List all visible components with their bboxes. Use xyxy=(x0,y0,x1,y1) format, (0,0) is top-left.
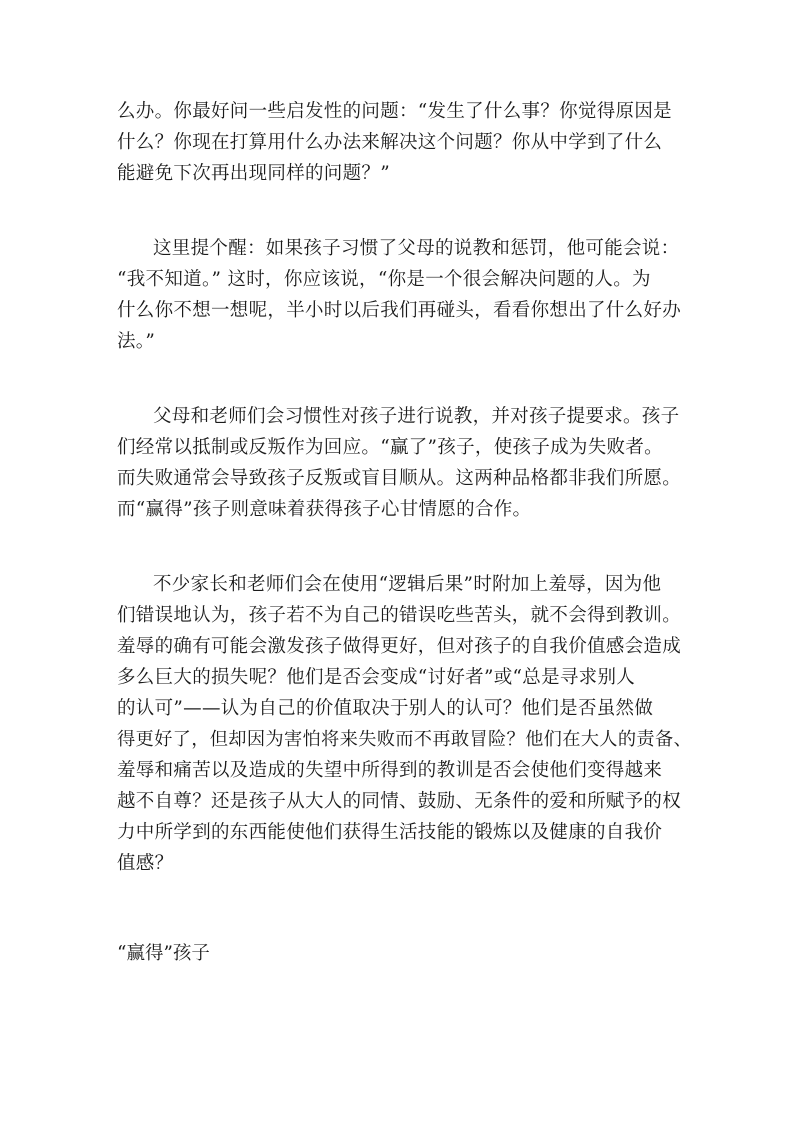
paragraph-line: “我不知道。” 这时，你应该说，“你是一个很会解决问题的人。为 xyxy=(117,269,651,290)
paragraph-line: 而失败通常会导致孩子反叛或盲目顺从。这两种品格都非我们所愿。 xyxy=(117,468,682,489)
paragraph-3 xyxy=(117,401,692,525)
paragraph-4 xyxy=(117,569,692,879)
paragraph-1 xyxy=(117,96,692,189)
paragraph-line: 能避免下次再出现同样的问题？” xyxy=(117,163,390,184)
paragraph-line: 什么你不想一想呢，半小时以后我们再碰头，看看你想出了什么好办 xyxy=(117,300,682,321)
paragraph-line: 得更好了，但却因为害怕将来失败而不再敢冒险？他们在大人的责备、 xyxy=(117,729,693,750)
paragraph-line: 父母和老师们会习惯性对孩子进行说教，并对孩子提要求。孩子 xyxy=(153,406,680,427)
paragraph-line: 力中所学到的东西能使他们获得生活技能的锻炼以及健康的自我价 xyxy=(117,822,663,843)
paragraph-line: 值感？ xyxy=(117,853,174,874)
paragraph-line: 法。” xyxy=(117,331,156,352)
paragraph-line: 羞辱的确有可能会激发孩子做得更好，但对孩子的自我价值感会造成 xyxy=(117,636,682,657)
paragraph-line: 而“赢得”孩子则意味着获得孩子心甘情愿的合作。 xyxy=(117,499,532,520)
paragraph-line: 羞辱和痛苦以及造成的失望中所得到的教训是否会使他们变得越来 xyxy=(117,760,663,781)
paragraph-line: 不少家长和老师们会在使用“逻辑后果”时附加上羞辱，因为他 xyxy=(153,574,662,595)
paragraph-line: 们错误地认为，孩子若不为自己的错误吃些苦头，就不会得到教训。 xyxy=(117,605,682,626)
section-heading: “赢得”孩子 xyxy=(117,943,210,964)
paragraph-line: 越不自尊？还是孩子从大人的同情、鼓励、无条件的爱和所赋予的权 xyxy=(117,791,682,812)
paragraph-line: 这里提个醒：如果孩子习惯了父母的说教和惩罚，他可能会说： xyxy=(153,238,680,259)
paragraph-line: 多么巨大的损失呢？他们是否会变成“讨好者”或“总是寻求别人 xyxy=(117,667,636,688)
paragraph-line: 们经常以抵制或反叛作为回应。“赢了”孩子，使孩子成为失败者。 xyxy=(117,437,663,458)
paragraph-2 xyxy=(117,233,692,357)
paragraph-line: 什么？你现在打算用什么办法来解决这个问题？你从中学到了什么 xyxy=(117,132,663,153)
paragraph-line: 么办。你最好问一些启发性的问题：“发生了什么事？你觉得原因是 xyxy=(117,101,672,122)
paragraph-line: 的认可”——认为自己的价值取决于别人的认可？他们是否虽然做 xyxy=(117,698,654,719)
